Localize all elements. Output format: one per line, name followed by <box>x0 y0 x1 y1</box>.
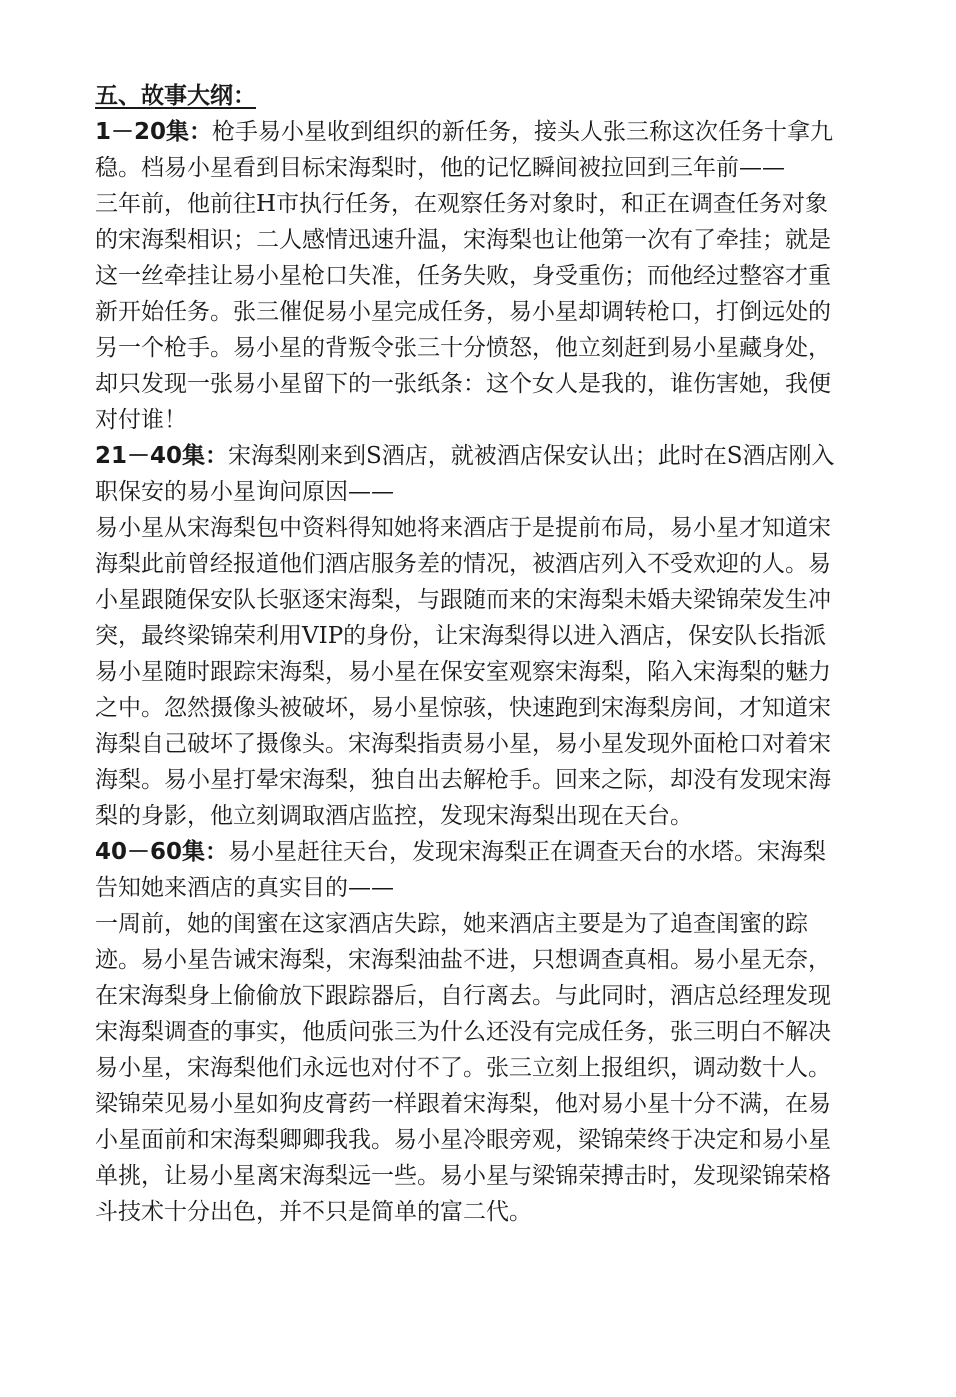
episode-range-label: 21－40集： <box>95 443 229 469</box>
episode-intro-paragraph <box>95 114 847 186</box>
episode-body-paragraph: 三年前，他前往H市执行任务，在观察任务对象时，和正在调查任务对象的宋海梨相识；二人感情迅速升温，宋海梨也让他第一次有了牵挂；就是这一丝牵挂让易小星枪口失准，任务失败，身受重伤；而他经过整容才重新开始任务。张三催促易小星完成任务，易小星却调转枪口，打倒远处的另一个枪手。易小星的背叛令张三十分愤怒，他立刻赶到易小星藏身处，却只发现一张易小星留下的一张纸条：这个女人是我的，谁伤害她，我便对付谁！ <box>95 191 831 433</box>
section-heading: 五、故事大纲： <box>95 83 256 109</box>
episode-body-paragraph: 一周前，她的闺蜜在这家酒店失踪，她来酒店主要是为了追查闺蜜的踪迹。易小星告诫宋海梨，宋海梨油盐不进，只想调查真相。易小星无奈，在宋海梨身上偷偷放下跟踪器后，自行离去。与此同时，酒店总经理发现宋海梨调查的事实，他质问张三为什么还没有完成任务，张三明白不解决易小星，宋海梨他们永远也对付不了。张三立刻上报组织，调动数十人。梁锦荣见易小星如狗皮膏药一样跟着宋海梨，他对易小星十分不满，在易小星面前和宋海梨卿卿我我。易小星冷眼旁观，梁锦荣终于决定和易小星单挑，让易小星离宋海梨远一些。易小星与梁锦荣搏击时，发现梁锦荣格斗技术十分出色，并不只是简单的富二代。 <box>95 911 831 1225</box>
episode-intro-text: 枪手易小星收到组织的新任务，接头人张三称这次任务十拿九稳。档易小星看到目标宋海梨时，他的记忆瞬间被拉回到三年前—— <box>95 119 834 181</box>
episode-range-label: 40－60集： <box>95 839 229 865</box>
episode-range-label: 1－20集： <box>95 119 213 145</box>
episode-body-paragraph: 易小星从宋海梨包中资料得知她将来酒店于是提前布局，易小星才知道宋海梨此前曾经报道他们酒店服务差的情况，被酒店列入不受欢迎的人。易小星跟随保安队长驱逐宋海梨，与跟随而来的宋海梨未婚夫梁锦荣发生冲突，最终梁锦荣利用VIP的身份，让宋海梨得以进入酒店，保安队长指派易小星随时跟踪宋海梨，易小星在保安室观察宋海梨，陷入宋海梨的魅力之中。忽然摄像头被破坏，易小星惊骇，快速跑到宋海梨房间，才知道宋海梨自己破坏了摄像头。宋海梨指责易小星，易小星发现外面枪口对着宋海梨。易小星打晕宋海梨，独自出去解枪手。回来之际，却没有发现宋海梨的身影，他立刻调取酒店监控，发现宋海梨出现在天台。 <box>95 515 831 829</box>
episode-intro-text: 易小星赶往天台，发现宋海梨正在调查天台的水塔。宋海梨告知她来酒店的真实目的—— <box>95 839 827 901</box>
episode-intro-paragraph <box>95 438 847 510</box>
episode-intro-text: 宋海梨刚来到S酒店，就被酒店保安认出；此时在S酒店刚入职保安的易小星询问原因—— <box>95 443 835 505</box>
document-page <box>95 78 847 1230</box>
episode-intro-paragraph <box>95 834 847 906</box>
